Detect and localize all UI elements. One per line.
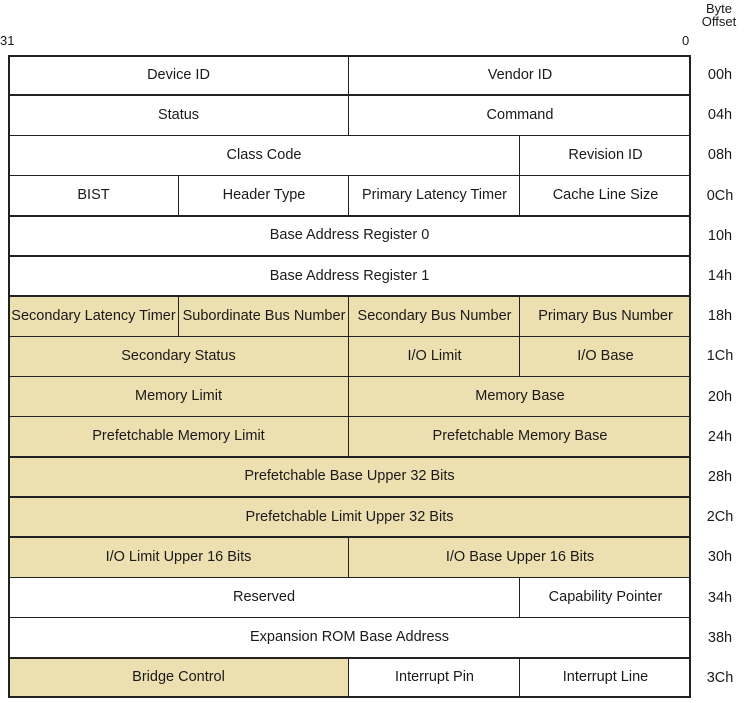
offset-label: 0Ch (706, 187, 734, 204)
offset-label: 38h (707, 629, 733, 646)
field-label: Command (486, 106, 554, 123)
field-label: Device ID (147, 66, 210, 83)
field-label: I/O Limit Upper 16 Bits (105, 548, 252, 565)
row-divider (8, 577, 691, 579)
offset-label: 00h (707, 67, 733, 84)
field-capability-pointer (520, 577, 691, 617)
field-label: Interrupt Line (562, 669, 649, 686)
field-secondary-latency-timer (8, 296, 179, 336)
offset-label: 08h (707, 147, 733, 164)
field-header-type (179, 176, 349, 216)
row-divider (8, 295, 691, 297)
offset-label: 18h (707, 308, 733, 325)
row-divider (8, 255, 691, 257)
field-bist (8, 176, 179, 216)
field-prefetchable-memory-limit (8, 417, 349, 457)
field-i-o-base-upper-16-bits (349, 537, 691, 577)
field-label: Base Address Register 0 (269, 227, 430, 244)
table-border-right (689, 55, 691, 698)
byte-offset-title-line1: Byte (705, 1, 732, 16)
row-divider (8, 657, 691, 659)
field-label: Class Code (226, 146, 302, 163)
field-label: Secondary Bus Number (357, 307, 512, 324)
field-i-o-base (520, 336, 691, 376)
field-label: Interrupt Pin (395, 669, 474, 686)
field-interrupt-pin (349, 658, 520, 698)
row-divider (8, 617, 691, 619)
field-label: Memory Limit (134, 388, 222, 405)
field-label: Subordinate Bus Number (182, 307, 346, 324)
field-secondary-bus-number (349, 296, 520, 336)
config-space-table (8, 55, 691, 698)
field-label: Bridge Control (132, 669, 225, 686)
field-label: I/O Base Upper 16 Bits (445, 548, 595, 565)
field-memory-base (349, 377, 691, 417)
row-divider (8, 175, 691, 177)
field-prefetchable-limit-upper-32-bits (8, 497, 691, 537)
field-label: Expansion ROM Base Address (249, 629, 450, 646)
field-label: Revision ID (568, 146, 643, 163)
field-interrupt-line (520, 658, 691, 698)
field-primary-bus-number (520, 296, 691, 336)
field-command (349, 95, 691, 135)
field-label: Prefetchable Memory Limit (92, 428, 265, 445)
field-label: BIST (77, 187, 110, 204)
bit-31-label: 31 (0, 33, 15, 48)
field-base-address-register-1 (8, 256, 691, 296)
field-label: Base Address Register 1 (269, 267, 430, 284)
field-label: I/O Limit (407, 347, 462, 364)
byte-offset-title-line2: Offset (701, 14, 737, 29)
field-revision-id (520, 135, 691, 175)
field-label: Secondary Latency Timer (11, 307, 176, 324)
field-base-address-register-0 (8, 216, 691, 256)
row-divider (8, 496, 691, 498)
field-device-id (8, 55, 349, 95)
offset-label: 14h (707, 268, 733, 285)
field-prefetchable-memory-base (349, 417, 691, 457)
row-divider (8, 416, 691, 418)
byte-offset-header (694, 2, 744, 28)
field-label: Memory Base (475, 388, 565, 405)
field-class-code (8, 135, 520, 175)
offset-label: 24h (707, 428, 733, 445)
offset-label: 1Ch (706, 348, 734, 365)
table-border-top (8, 55, 691, 57)
field-expansion-rom-base-address (8, 618, 691, 658)
offset-label: 04h (707, 107, 733, 124)
offset-label: 2Ch (706, 509, 734, 526)
offset-label: 3Ch (706, 669, 734, 686)
field-secondary-status (8, 336, 349, 376)
field-label: Prefetchable Memory Base (432, 428, 608, 445)
field-bridge-control (8, 658, 349, 698)
table-border-bottom (8, 696, 691, 698)
offset-label: 20h (707, 388, 733, 405)
offset-label: 28h (707, 468, 733, 485)
offset-label: 34h (707, 589, 733, 606)
field-memory-limit (8, 377, 349, 417)
row-divider (8, 376, 691, 378)
field-primary-latency-timer (349, 176, 520, 216)
row-divider (8, 336, 691, 338)
field-reserved (8, 577, 520, 617)
field-i-o-limit (349, 336, 520, 376)
field-subordinate-bus-number (179, 296, 349, 336)
bit-0-label: 0 (682, 33, 690, 48)
field-cache-line-size (520, 176, 691, 216)
field-label: Primary Bus Number (538, 307, 673, 324)
field-vendor-id (349, 55, 691, 95)
row-divider (8, 215, 691, 217)
table-border-left (8, 55, 10, 698)
field-label: Prefetchable Limit Upper 32 Bits (245, 508, 454, 525)
offset-label: 10h (707, 227, 733, 244)
field-i-o-limit-upper-16-bits (8, 537, 349, 577)
field-label: Capability Pointer (548, 589, 663, 606)
row-divider (8, 456, 691, 458)
field-label: Secondary Status (121, 347, 236, 364)
row-divider (8, 536, 691, 538)
field-prefetchable-base-upper-32-bits (8, 457, 691, 497)
row-divider (8, 94, 691, 96)
field-label: Reserved (232, 589, 296, 606)
field-status (8, 95, 349, 135)
field-label: Primary Latency Timer (361, 187, 508, 204)
field-label: Prefetchable Base Upper 32 Bits (244, 468, 455, 485)
row-divider (8, 135, 691, 137)
field-label: Vendor ID (487, 66, 553, 83)
offset-label: 30h (707, 549, 733, 566)
field-label: I/O Base (577, 347, 634, 364)
field-label: Header Type (222, 187, 306, 204)
field-label: Status (157, 106, 200, 123)
field-label: Cache Line Size (552, 187, 659, 204)
